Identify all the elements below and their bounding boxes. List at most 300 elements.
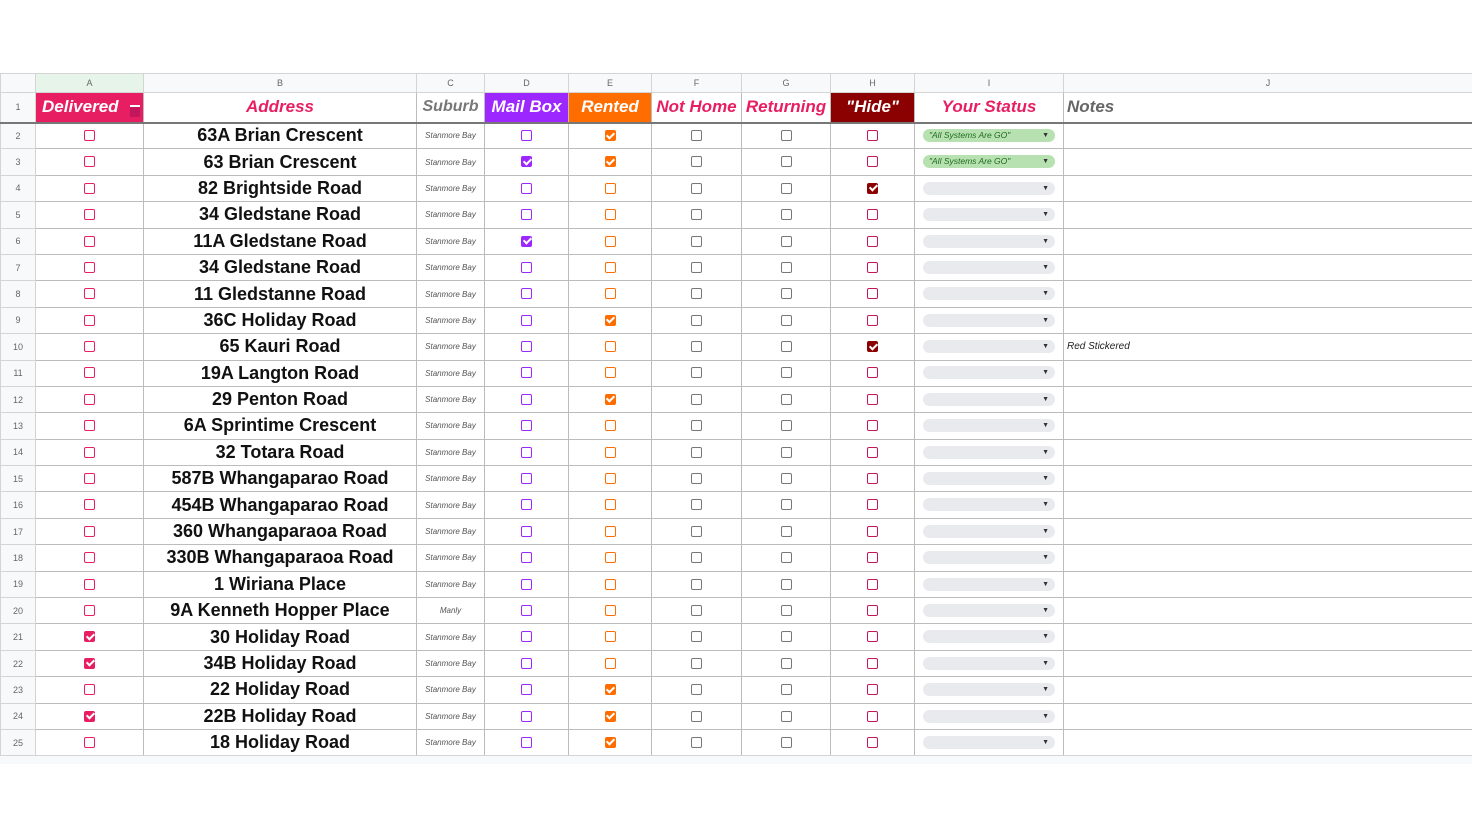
- status-cell[interactable]: [915, 149, 1064, 175]
- hide-cell[interactable]: [831, 228, 915, 254]
- status-cell[interactable]: [915, 360, 1064, 386]
- address-cell[interactable]: 34 Gledstane Road: [144, 254, 417, 280]
- status-dropdown[interactable]: [923, 155, 1055, 168]
- row-number[interactable]: 21: [1, 624, 36, 650]
- status-dropdown[interactable]: [923, 604, 1055, 617]
- returning-cell[interactable]: [742, 624, 831, 650]
- status-cell[interactable]: [915, 228, 1064, 254]
- not-home-cell[interactable]: [652, 175, 742, 201]
- not-home-cell[interactable]: [652, 334, 742, 360]
- suburb-cell[interactable]: Stanmore Bay: [417, 149, 485, 175]
- hide-cell[interactable]: [831, 360, 915, 386]
- hide-checkbox[interactable]: [867, 209, 878, 220]
- status-cell[interactable]: [915, 729, 1064, 755]
- mail-box-checkbox[interactable]: [521, 420, 532, 431]
- chevron-down-icon[interactable]: ▼: [1042, 211, 1049, 219]
- hide-cell[interactable]: [831, 334, 915, 360]
- returning-cell[interactable]: [742, 571, 831, 597]
- hide-checkbox[interactable]: [867, 552, 878, 563]
- delivered-checkbox[interactable]: [84, 394, 95, 405]
- chevron-down-icon[interactable]: ▼: [1042, 659, 1049, 667]
- hide-checkbox[interactable]: [867, 737, 878, 748]
- notes-cell[interactable]: [1064, 677, 1472, 703]
- rented-checkbox[interactable]: [605, 737, 616, 748]
- status-dropdown[interactable]: [923, 235, 1055, 248]
- mail-box-checkbox[interactable]: [521, 658, 532, 669]
- returning-cell[interactable]: [742, 466, 831, 492]
- status-dropdown[interactable]: [923, 340, 1055, 353]
- header-not-home[interactable]: Not Home: [652, 93, 742, 123]
- mail-box-checkbox[interactable]: [521, 156, 532, 167]
- delivered-cell[interactable]: [36, 624, 144, 650]
- returning-checkbox[interactable]: [781, 288, 792, 299]
- row-number[interactable]: 5: [1, 202, 36, 228]
- delivered-cell[interactable]: [36, 334, 144, 360]
- mail-box-checkbox[interactable]: [521, 236, 532, 247]
- not-home-cell[interactable]: [652, 729, 742, 755]
- hide-checkbox[interactable]: [867, 262, 878, 273]
- hide-cell[interactable]: [831, 703, 915, 729]
- not-home-cell[interactable]: [652, 360, 742, 386]
- notes-cell[interactable]: [1064, 228, 1472, 254]
- chevron-down-icon[interactable]: ▼: [1042, 184, 1049, 192]
- suburb-cell[interactable]: Stanmore Bay: [417, 571, 485, 597]
- rented-cell[interactable]: [569, 571, 652, 597]
- hide-cell[interactable]: [831, 650, 915, 676]
- rented-cell[interactable]: [569, 650, 652, 676]
- delivered-checkbox[interactable]: [84, 420, 95, 431]
- returning-cell[interactable]: [742, 202, 831, 228]
- hide-checkbox[interactable]: [867, 288, 878, 299]
- returning-checkbox[interactable]: [781, 473, 792, 484]
- not-home-checkbox[interactable]: [691, 130, 702, 141]
- rented-checkbox[interactable]: [605, 684, 616, 695]
- rented-checkbox[interactable]: [605, 447, 616, 458]
- delivered-checkbox[interactable]: [84, 315, 95, 326]
- mail-box-cell[interactable]: [485, 413, 569, 439]
- row-number[interactable]: 10: [1, 334, 36, 360]
- mail-box-checkbox[interactable]: [521, 711, 532, 722]
- not-home-cell[interactable]: [652, 650, 742, 676]
- mail-box-cell[interactable]: [485, 492, 569, 518]
- row-number[interactable]: 16: [1, 492, 36, 518]
- header-address[interactable]: Address: [144, 93, 417, 123]
- not-home-cell[interactable]: [652, 386, 742, 412]
- chevron-down-icon[interactable]: ▼: [1042, 369, 1049, 377]
- status-cell[interactable]: [915, 677, 1064, 703]
- not-home-cell[interactable]: [652, 149, 742, 175]
- delivered-checkbox[interactable]: [84, 341, 95, 352]
- returning-checkbox[interactable]: [781, 236, 792, 247]
- mail-box-checkbox[interactable]: [521, 684, 532, 695]
- mail-box-cell[interactable]: [485, 175, 569, 201]
- chevron-down-icon[interactable]: ▼: [1042, 475, 1049, 483]
- address-cell[interactable]: 36C Holiday Road: [144, 307, 417, 333]
- row-number[interactable]: 20: [1, 598, 36, 624]
- status-cell[interactable]: [915, 334, 1064, 360]
- status-dropdown[interactable]: [923, 419, 1055, 432]
- mail-box-cell[interactable]: [485, 149, 569, 175]
- status-cell[interactable]: [915, 703, 1064, 729]
- row-number[interactable]: 22: [1, 650, 36, 676]
- notes-cell[interactable]: [1064, 439, 1472, 465]
- header-mail-box[interactable]: Mail Box: [485, 93, 569, 123]
- rented-checkbox[interactable]: [605, 130, 616, 141]
- returning-checkbox[interactable]: [781, 420, 792, 431]
- not-home-checkbox[interactable]: [691, 684, 702, 695]
- column-header-g[interactable]: G: [742, 74, 831, 93]
- mail-box-cell[interactable]: [485, 123, 569, 149]
- mail-box-cell[interactable]: [485, 281, 569, 307]
- returning-checkbox[interactable]: [781, 183, 792, 194]
- address-cell[interactable]: 82 Brightside Road: [144, 175, 417, 201]
- mail-box-cell[interactable]: [485, 307, 569, 333]
- delivered-cell[interactable]: [36, 677, 144, 703]
- delivered-checkbox[interactable]: [84, 367, 95, 378]
- suburb-cell[interactable]: Stanmore Bay: [417, 703, 485, 729]
- hide-cell[interactable]: [831, 307, 915, 333]
- status-cell[interactable]: [915, 386, 1064, 412]
- hide-checkbox[interactable]: [867, 156, 878, 167]
- status-dropdown[interactable]: [923, 287, 1055, 300]
- notes-cell[interactable]: [1064, 624, 1472, 650]
- suburb-cell[interactable]: Stanmore Bay: [417, 466, 485, 492]
- mail-box-checkbox[interactable]: [521, 394, 532, 405]
- address-cell[interactable]: 11A Gledstane Road: [144, 228, 417, 254]
- not-home-checkbox[interactable]: [691, 552, 702, 563]
- mail-box-checkbox[interactable]: [521, 209, 532, 220]
- status-cell[interactable]: [915, 202, 1064, 228]
- delivered-cell[interactable]: [36, 545, 144, 571]
- mail-box-checkbox[interactable]: [521, 315, 532, 326]
- hide-cell[interactable]: [831, 202, 915, 228]
- status-cell[interactable]: [915, 307, 1064, 333]
- mail-box-checkbox[interactable]: [521, 631, 532, 642]
- not-home-cell[interactable]: [652, 545, 742, 571]
- delivered-cell[interactable]: [36, 492, 144, 518]
- hide-checkbox[interactable]: [867, 315, 878, 326]
- column-header-e[interactable]: E: [569, 74, 652, 93]
- not-home-cell[interactable]: [652, 123, 742, 149]
- hide-checkbox[interactable]: [867, 499, 878, 510]
- chevron-down-icon[interactable]: ▼: [1042, 132, 1049, 140]
- returning-cell[interactable]: [742, 677, 831, 703]
- row-number[interactable]: 14: [1, 439, 36, 465]
- not-home-checkbox[interactable]: [691, 262, 702, 273]
- rented-cell[interactable]: [569, 729, 652, 755]
- not-home-cell[interactable]: [652, 439, 742, 465]
- hide-cell[interactable]: [831, 439, 915, 465]
- returning-checkbox[interactable]: [781, 341, 792, 352]
- suburb-cell[interactable]: Stanmore Bay: [417, 123, 485, 149]
- row-number[interactable]: 4: [1, 175, 36, 201]
- hide-cell[interactable]: [831, 386, 915, 412]
- status-cell[interactable]: [915, 492, 1064, 518]
- delivered-cell[interactable]: [36, 307, 144, 333]
- address-cell[interactable]: 34B Holiday Road: [144, 650, 417, 676]
- address-cell[interactable]: 19A Langton Road: [144, 360, 417, 386]
- delivered-cell[interactable]: [36, 386, 144, 412]
- returning-checkbox[interactable]: [781, 367, 792, 378]
- select-all-corner[interactable]: [1, 74, 36, 93]
- status-dropdown[interactable]: [923, 657, 1055, 670]
- address-cell[interactable]: 22 Holiday Road: [144, 677, 417, 703]
- not-home-checkbox[interactable]: [691, 473, 702, 484]
- returning-cell[interactable]: [742, 650, 831, 676]
- status-cell[interactable]: [915, 413, 1064, 439]
- hide-checkbox[interactable]: [867, 658, 878, 669]
- returning-checkbox[interactable]: [781, 684, 792, 695]
- mail-box-cell[interactable]: [485, 202, 569, 228]
- not-home-checkbox[interactable]: [691, 183, 702, 194]
- delivered-cell[interactable]: [36, 254, 144, 280]
- status-dropdown[interactable]: [923, 446, 1055, 459]
- notes-cell[interactable]: [1064, 175, 1472, 201]
- not-home-checkbox[interactable]: [691, 579, 702, 590]
- status-dropdown[interactable]: [923, 182, 1055, 195]
- hide-cell[interactable]: [831, 413, 915, 439]
- rented-checkbox[interactable]: [605, 711, 616, 722]
- address-cell[interactable]: 360 Whangaparaoa Road: [144, 518, 417, 544]
- mail-box-cell[interactable]: [485, 228, 569, 254]
- status-dropdown[interactable]: [923, 736, 1055, 749]
- notes-cell[interactable]: [1064, 281, 1472, 307]
- delivered-checkbox[interactable]: [84, 684, 95, 695]
- rented-checkbox[interactable]: [605, 394, 616, 405]
- suburb-cell[interactable]: Stanmore Bay: [417, 729, 485, 755]
- header-hide[interactable]: "Hide": [831, 93, 915, 123]
- mail-box-checkbox[interactable]: [521, 605, 532, 616]
- hide-checkbox[interactable]: [867, 711, 878, 722]
- not-home-cell[interactable]: [652, 492, 742, 518]
- hide-checkbox[interactable]: [867, 236, 878, 247]
- hide-checkbox[interactable]: [867, 420, 878, 431]
- mail-box-cell[interactable]: [485, 334, 569, 360]
- row-number[interactable]: 12: [1, 386, 36, 412]
- suburb-cell[interactable]: Stanmore Bay: [417, 439, 485, 465]
- hide-cell[interactable]: [831, 624, 915, 650]
- rented-cell[interactable]: [569, 360, 652, 386]
- status-dropdown[interactable]: [923, 578, 1055, 591]
- returning-cell[interactable]: [742, 228, 831, 254]
- returning-checkbox[interactable]: [781, 447, 792, 458]
- mail-box-checkbox[interactable]: [521, 288, 532, 299]
- rented-cell[interactable]: [569, 228, 652, 254]
- hide-checkbox[interactable]: [867, 367, 878, 378]
- rented-cell[interactable]: [569, 281, 652, 307]
- not-home-cell[interactable]: [652, 254, 742, 280]
- chevron-down-icon[interactable]: ▼: [1042, 395, 1049, 403]
- row-number[interactable]: 18: [1, 545, 36, 571]
- hide-checkbox[interactable]: [867, 130, 878, 141]
- rented-checkbox[interactable]: [605, 236, 616, 247]
- notes-cell[interactable]: [1064, 386, 1472, 412]
- rented-cell[interactable]: [569, 545, 652, 571]
- rented-checkbox[interactable]: [605, 526, 616, 537]
- rented-cell[interactable]: [569, 386, 652, 412]
- notes-cell[interactable]: [1064, 254, 1472, 280]
- mail-box-cell[interactable]: [485, 571, 569, 597]
- row-number[interactable]: 23: [1, 677, 36, 703]
- hide-checkbox[interactable]: [867, 631, 878, 642]
- column-header-c[interactable]: C: [417, 74, 485, 93]
- suburb-cell[interactable]: Stanmore Bay: [417, 360, 485, 386]
- row-number[interactable]: 25: [1, 729, 36, 755]
- hide-checkbox[interactable]: [867, 183, 878, 194]
- delivered-cell[interactable]: [36, 175, 144, 201]
- status-dropdown[interactable]: [923, 710, 1055, 723]
- delivered-checkbox[interactable]: [84, 658, 95, 669]
- status-dropdown[interactable]: [923, 261, 1055, 274]
- suburb-cell[interactable]: Stanmore Bay: [417, 175, 485, 201]
- delivered-checkbox[interactable]: [84, 236, 95, 247]
- rented-checkbox[interactable]: [605, 499, 616, 510]
- row-number[interactable]: 2: [1, 123, 36, 149]
- rented-cell[interactable]: [569, 598, 652, 624]
- returning-checkbox[interactable]: [781, 130, 792, 141]
- chevron-down-icon[interactable]: ▼: [1042, 633, 1049, 641]
- status-dropdown[interactable]: [923, 366, 1055, 379]
- column-header-h[interactable]: H: [831, 74, 915, 93]
- rented-checkbox[interactable]: [605, 631, 616, 642]
- mail-box-cell[interactable]: [485, 545, 569, 571]
- delivered-checkbox[interactable]: [84, 526, 95, 537]
- row-number[interactable]: 17: [1, 518, 36, 544]
- notes-cell[interactable]: [1064, 413, 1472, 439]
- status-dropdown[interactable]: [923, 472, 1055, 485]
- rented-checkbox[interactable]: [605, 658, 616, 669]
- hide-cell[interactable]: [831, 254, 915, 280]
- delivered-checkbox[interactable]: [84, 711, 95, 722]
- hide-cell[interactable]: [831, 492, 915, 518]
- mail-box-checkbox[interactable]: [521, 526, 532, 537]
- returning-checkbox[interactable]: [781, 631, 792, 642]
- rented-cell[interactable]: [569, 624, 652, 650]
- status-dropdown[interactable]: [923, 683, 1055, 696]
- delivered-checkbox[interactable]: [84, 447, 95, 458]
- notes-cell[interactable]: [1064, 307, 1472, 333]
- suburb-cell[interactable]: Stanmore Bay: [417, 386, 485, 412]
- status-cell[interactable]: [915, 123, 1064, 149]
- rented-cell[interactable]: [569, 123, 652, 149]
- delivered-cell[interactable]: [36, 466, 144, 492]
- chevron-down-icon[interactable]: ▼: [1042, 606, 1049, 614]
- mail-box-checkbox[interactable]: [521, 262, 532, 273]
- chevron-down-icon[interactable]: ▼: [1042, 527, 1049, 535]
- returning-cell[interactable]: [742, 123, 831, 149]
- rented-checkbox[interactable]: [605, 288, 616, 299]
- returning-cell[interactable]: [742, 492, 831, 518]
- mail-box-checkbox[interactable]: [521, 447, 532, 458]
- row-number[interactable]: 15: [1, 466, 36, 492]
- header-notes[interactable]: Notes: [1064, 93, 1472, 123]
- status-cell[interactable]: [915, 545, 1064, 571]
- status-dropdown[interactable]: [923, 551, 1055, 564]
- delivered-cell[interactable]: [36, 729, 144, 755]
- delivered-checkbox[interactable]: [84, 605, 95, 616]
- address-cell[interactable]: 65 Kauri Road: [144, 334, 417, 360]
- returning-cell[interactable]: [742, 149, 831, 175]
- returning-checkbox[interactable]: [781, 526, 792, 537]
- address-cell[interactable]: 587B Whangaparao Road: [144, 466, 417, 492]
- delivered-cell[interactable]: [36, 281, 144, 307]
- rented-cell[interactable]: [569, 175, 652, 201]
- mail-box-checkbox[interactable]: [521, 130, 532, 141]
- not-home-checkbox[interactable]: [691, 394, 702, 405]
- status-cell[interactable]: [915, 598, 1064, 624]
- mail-box-cell[interactable]: [485, 677, 569, 703]
- address-cell[interactable]: 30 Holiday Road: [144, 624, 417, 650]
- column-header-f[interactable]: F: [652, 74, 742, 93]
- not-home-checkbox[interactable]: [691, 631, 702, 642]
- not-home-checkbox[interactable]: [691, 711, 702, 722]
- address-cell[interactable]: 18 Holiday Road: [144, 729, 417, 755]
- rented-cell[interactable]: [569, 254, 652, 280]
- mail-box-cell[interactable]: [485, 624, 569, 650]
- address-cell[interactable]: 330B Whangaparaoa Road: [144, 545, 417, 571]
- notes-cell[interactable]: [1064, 149, 1472, 175]
- rented-checkbox[interactable]: [605, 552, 616, 563]
- suburb-cell[interactable]: Stanmore Bay: [417, 650, 485, 676]
- delivered-checkbox[interactable]: [84, 130, 95, 141]
- row-number[interactable]: 3: [1, 149, 36, 175]
- delivered-cell[interactable]: [36, 228, 144, 254]
- rented-checkbox[interactable]: [605, 420, 616, 431]
- chevron-down-icon[interactable]: ▼: [1042, 738, 1049, 746]
- status-cell[interactable]: [915, 650, 1064, 676]
- rented-checkbox[interactable]: [605, 183, 616, 194]
- rented-cell[interactable]: [569, 703, 652, 729]
- chevron-down-icon[interactable]: ▼: [1042, 686, 1049, 694]
- delivered-cell[interactable]: [36, 439, 144, 465]
- chevron-down-icon[interactable]: ▼: [1042, 501, 1049, 509]
- returning-cell[interactable]: [742, 175, 831, 201]
- notes-cell[interactable]: [1064, 598, 1472, 624]
- not-home-checkbox[interactable]: [691, 236, 702, 247]
- address-cell[interactable]: 29 Penton Road: [144, 386, 417, 412]
- rented-checkbox[interactable]: [605, 579, 616, 590]
- status-dropdown[interactable]: [923, 630, 1055, 643]
- suburb-cell[interactable]: Stanmore Bay: [417, 228, 485, 254]
- hide-cell[interactable]: [831, 175, 915, 201]
- not-home-checkbox[interactable]: [691, 605, 702, 616]
- mail-box-cell[interactable]: [485, 386, 569, 412]
- status-cell[interactable]: [915, 466, 1064, 492]
- hide-checkbox[interactable]: [867, 605, 878, 616]
- suburb-cell[interactable]: Stanmore Bay: [417, 307, 485, 333]
- delivered-checkbox[interactable]: [84, 631, 95, 642]
- hide-checkbox[interactable]: [867, 394, 878, 405]
- rented-checkbox[interactable]: [605, 473, 616, 484]
- header-rented[interactable]: Rented: [569, 93, 652, 123]
- returning-cell[interactable]: [742, 598, 831, 624]
- row-number[interactable]: 13: [1, 413, 36, 439]
- mail-box-checkbox[interactable]: [521, 579, 532, 590]
- delivered-checkbox[interactable]: [84, 473, 95, 484]
- notes-cell[interactable]: [1064, 545, 1472, 571]
- filter-icon[interactable]: [130, 105, 140, 117]
- not-home-checkbox[interactable]: [691, 447, 702, 458]
- delivered-cell[interactable]: [36, 650, 144, 676]
- row-number[interactable]: 8: [1, 281, 36, 307]
- header-suburb[interactable]: Suburb: [417, 93, 485, 123]
- not-home-checkbox[interactable]: [691, 288, 702, 299]
- status-dropdown[interactable]: [923, 498, 1055, 511]
- column-header-a[interactable]: A: [36, 74, 144, 93]
- mail-box-checkbox[interactable]: [521, 183, 532, 194]
- status-cell[interactable]: [915, 571, 1064, 597]
- returning-checkbox[interactable]: [781, 209, 792, 220]
